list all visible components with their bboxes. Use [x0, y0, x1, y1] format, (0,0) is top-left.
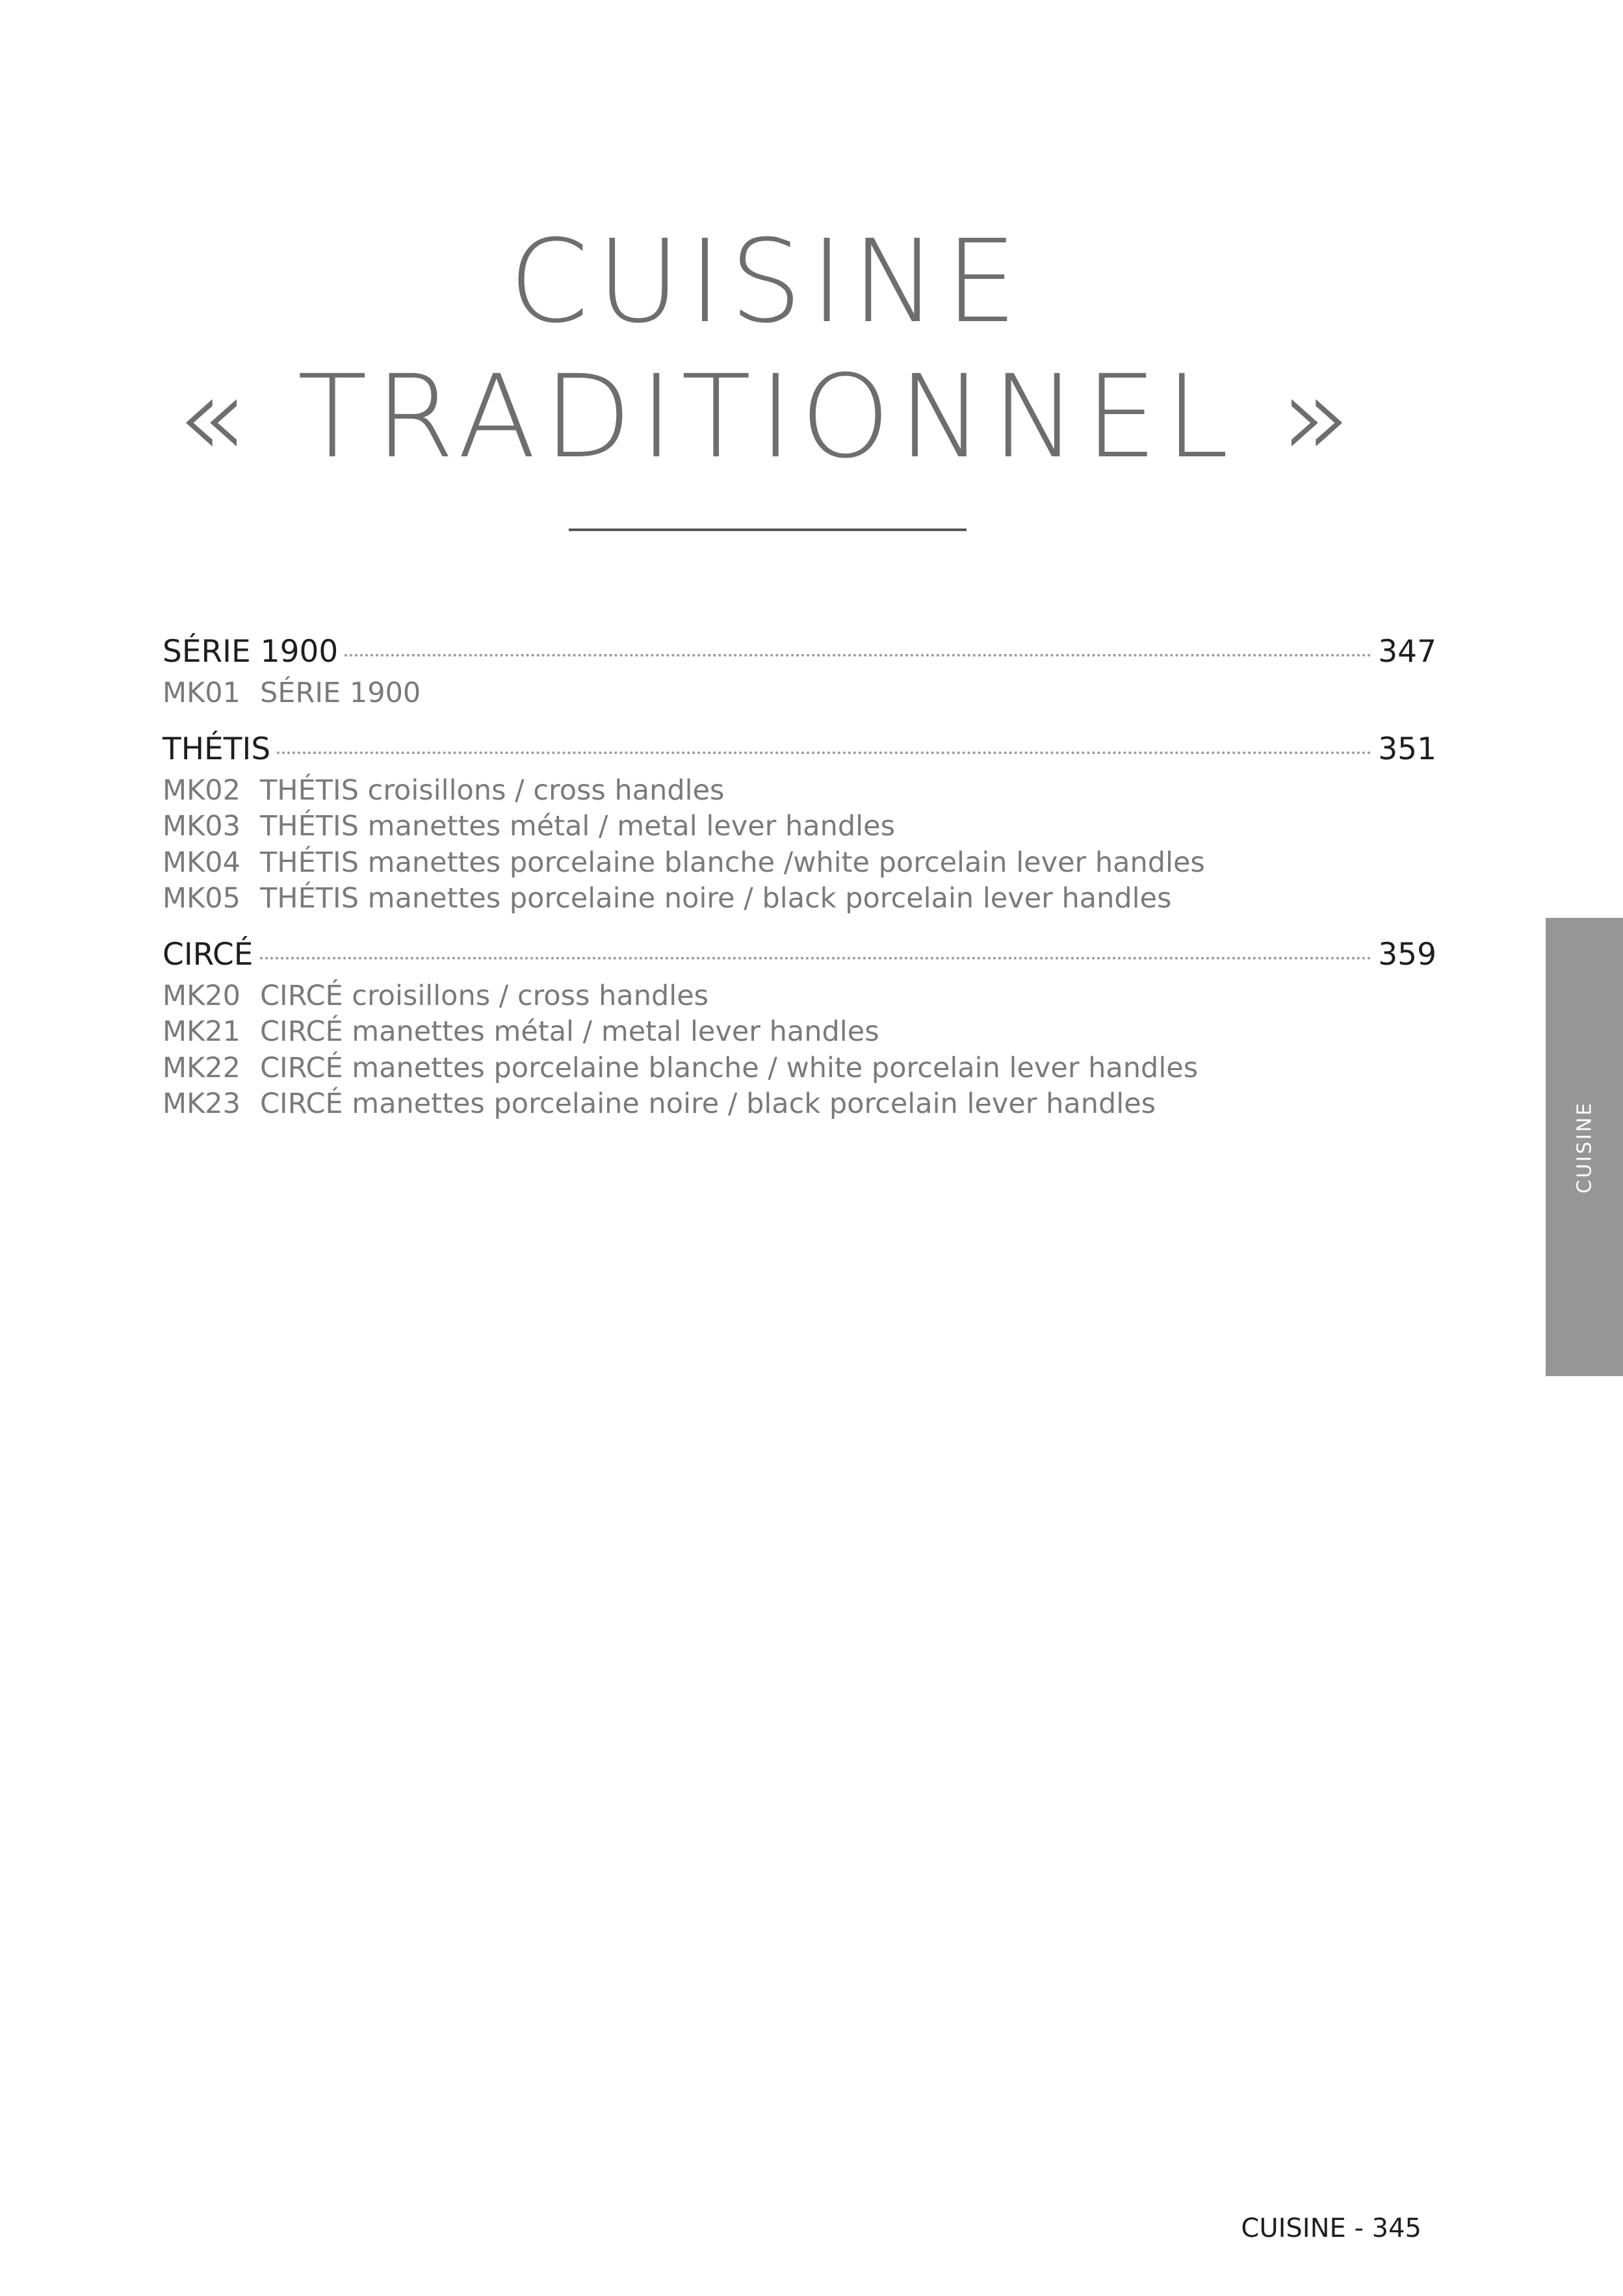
toc-leader-dots — [277, 751, 1371, 754]
toc-section-header[interactable] — [162, 937, 1436, 980]
page-footer: CUISINE - 345 — [1241, 2213, 1422, 2243]
toc-entry[interactable] — [162, 882, 1436, 919]
toc-entry-code: MK22 — [162, 1051, 241, 1084]
toc-section-header[interactable] — [162, 634, 1436, 677]
toc-entry-code: MK04 — [162, 846, 241, 879]
toc-entry[interactable] — [162, 810, 1436, 846]
toc-entry-text: CIRCÉ manettes porcelaine noire / black porcelain lever handles — [260, 1088, 1156, 1120]
toc-section-page: 359 — [1378, 936, 1436, 972]
toc-section-name: SÉRIE 1900 — [162, 634, 339, 670]
toc-entry-text: THÉTIS manettes porcelaine blanche /white porcelain lever handles — [260, 846, 1205, 879]
toc-entry-code: MK02 — [162, 774, 241, 807]
toc-entry-code: MK05 — [162, 882, 241, 915]
toc-entry-code: MK20 — [162, 979, 241, 1012]
toc-section-header[interactable] — [162, 731, 1436, 774]
toc-entry-text: CIRCÉ manettes métal / metal lever handles — [260, 1015, 879, 1048]
toc-entry-text: THÉTIS croisillons / cross handles — [260, 774, 725, 807]
toc-entry-code: MK01 — [162, 677, 241, 709]
toc-section-page: 347 — [1378, 634, 1436, 670]
side-tab-cuisine[interactable] — [1546, 918, 1623, 1376]
toc-entry-code: MK03 — [162, 810, 241, 842]
toc-entry-text: SÉRIE 1900 — [260, 677, 421, 709]
title-divider — [569, 528, 967, 531]
toc-leader-dots — [260, 957, 1372, 959]
toc-entry[interactable] — [162, 677, 1436, 713]
toc-entry[interactable] — [162, 846, 1436, 883]
toc-entry[interactable] — [162, 1052, 1436, 1088]
toc-section-page: 351 — [1378, 731, 1436, 767]
page-title — [0, 215, 1534, 485]
toc-entry[interactable] — [162, 774, 1436, 811]
toc-entry[interactable] — [162, 980, 1436, 1016]
toc-entry[interactable] — [162, 1015, 1436, 1052]
toc-entry-text: THÉTIS manettes porcelaine noire / black porcelain lever handles — [260, 882, 1172, 915]
toc-entry-text: CIRCÉ croisillons / cross handles — [260, 979, 709, 1012]
toc-entry-code: MK21 — [162, 1015, 241, 1048]
toc-entry-text: THÉTIS manettes métal / metal lever handles — [260, 810, 895, 842]
toc-entry[interactable] — [162, 1088, 1436, 1124]
toc-entry-code: MK23 — [162, 1088, 241, 1120]
page-title-line-1: CUISINE — [508, 215, 1026, 348]
table-of-contents — [162, 634, 1436, 1142]
side-tab-label: CUISINE — [1573, 1101, 1596, 1194]
toc-section-serie-1900 — [162, 634, 1436, 713]
toc-entry-text: CIRCÉ manettes porcelaine blanche / white porcelain lever handles — [260, 1051, 1199, 1084]
toc-leader-dots — [344, 654, 1371, 657]
toc-section-thetis — [162, 731, 1436, 919]
toc-section-name: THÉTIS — [162, 731, 271, 767]
toc-section-circe — [162, 937, 1436, 1124]
page-title-line-2: « TRADITIONNEL » — [175, 350, 1359, 484]
toc-section-name: CIRCÉ — [162, 936, 253, 972]
